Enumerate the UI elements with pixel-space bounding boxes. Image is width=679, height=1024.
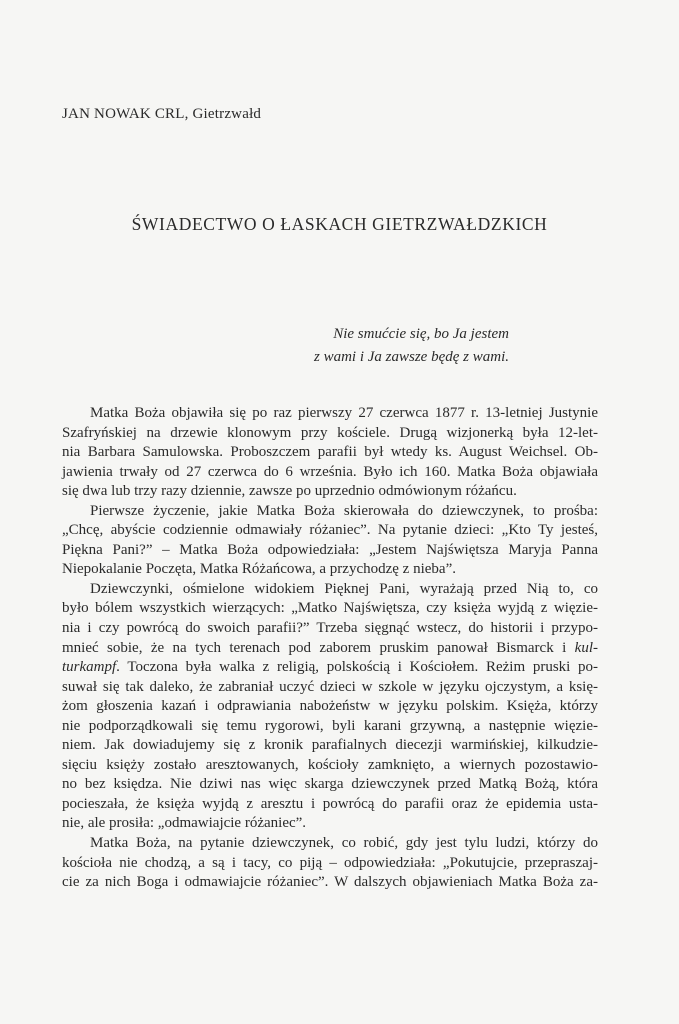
text-line: suwał się tak daleko, że zabraniał uczyć dzieci w szkole w języku ojczystym, a księ- (62, 678, 598, 695)
text-line: sięciu księży zostało aresztowanych, kościoły zamknięto, a wiernych pozostawio- (62, 756, 598, 773)
text-line: jawienia trwały od 27 czerwca do 6 września. Było ich 160. Matka Boża objawiała (62, 463, 598, 480)
italic-segment: kul- (574, 639, 598, 656)
text-segment: mnieć sobie, że na tych terenach pod zaborem pruskim panował Bismarck i (62, 639, 575, 656)
text-line: no bez księdza. Nie dziwi nas więc skarga dziewczynek przed Matką Bożą, która (62, 776, 598, 793)
text-line (62, 639, 598, 659)
text-line: cie za nich Boga i odmawiajcie różaniec”. W dalszych objawieniach Matka Boża za- (62, 874, 598, 891)
text-line: Matka Boża, na pytanie dziewczynek, co robić, gdy jest tylu ludzi, którzy do (90, 835, 598, 852)
article-title: ŚWIADECTWO O ŁASKACH GIETRZWAŁDZKICH (131, 214, 548, 234)
text-line (62, 658, 598, 678)
text-line: „Chcę, abyście codziennie odmawiały różaniec”. Na pytanie dzieci: „Kto Ty jesteś, (62, 522, 598, 539)
epigraph-line-1: Nie smućcie się, bo Ja jestem (333, 326, 509, 342)
text-line: Niepokalanie Poczęta, Matka Różańcowa, a przychodzę z nieba”. (62, 561, 456, 578)
text-line: nia i czy powrócą do swoich parafii?” Trzeba sięgnąć wstecz, do historii i przypo- (62, 620, 598, 637)
text-line: Szafryńskiej na drzewie klonowym przy kościele. Drugą wizjonerką była 12-let- (62, 424, 598, 441)
text-line: nie podporządkowali się temu rygorowi, byli karani grzywną, a następnie więzie- (62, 717, 598, 734)
text-line: Matka Boża objawiła się po raz pierwszy 27 czerwca 1877 r. 13-letniej Justynie (90, 405, 598, 421)
body-text (62, 404, 598, 893)
text-line: Piękna Pani?” – Matka Boża odpowiedziała: „Jestem Najświętsza Maryja Panna (62, 541, 598, 558)
text-line: było bólem wszystkich wierzących: „Matko Najświętsza, czy księża wyjdą z więzie- (62, 600, 598, 617)
epigraph-line-2: z wami i Ja zawsze będę z wami. (314, 349, 509, 365)
text-line: się dwa lub trzy razy dziennie, zawsze po uprzednio odmówionym różańcu. (62, 483, 517, 500)
text-line: pocieszała, że księża wyjdą z aresztu i powrócą do parafii oraz że epidemia usta- (62, 795, 598, 812)
text-line: nia Barbara Samulowska. Proboszczem parafii był wtedy ks. August Weichsel. Ob- (62, 444, 598, 461)
text-line: niem. Jak dowiadujemy się z kronik parafialnych diecezji warmińskiej, kilkudzie- (62, 737, 598, 754)
italic-segment: turkampf (62, 659, 117, 676)
text-line: kościoła nie chodzą, a są i tacy, co piją – odpowiedziała: „Pokutujcie, przepraszaj- (62, 854, 598, 871)
author-line: JAN NOWAK CRL, Gietrzwałd (62, 106, 262, 122)
epigraph (314, 323, 509, 369)
text-segment: . Toczona była walka z religią, polskością i Kościołem. Reżim pruski po- (116, 659, 598, 676)
text-line: Dziewczynki, ośmielone widokiem Pięknej Pani, wyrażają przed Nią to, co (90, 580, 598, 597)
text-line: nie, ale prosiła: „odmawiajcie różaniec”. (62, 815, 307, 832)
text-line: żom głoszenia kazań i odprawiania nabożeństw w języku polskim. Księża, którzy (62, 698, 598, 715)
text-line: Pierwsze życzenie, jakie Matka Boża skierowała do dziewczynek, to prośba: (90, 502, 598, 519)
